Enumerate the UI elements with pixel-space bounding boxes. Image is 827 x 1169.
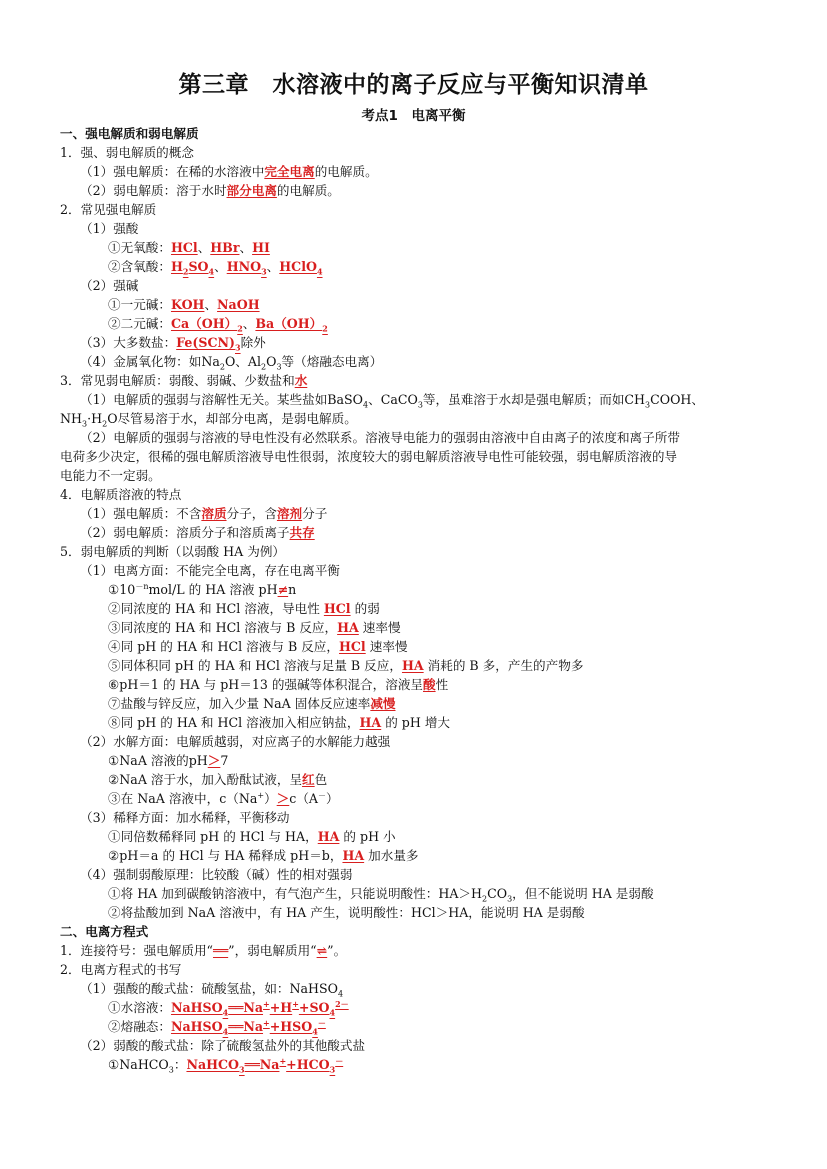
text-line <box>60 884 772 903</box>
answer-text: ⇌ <box>316 943 328 958</box>
answer-text: 2 <box>182 266 189 277</box>
text-line <box>60 580 772 599</box>
line-text: 4 <box>363 400 369 410</box>
text-line <box>60 694 772 713</box>
line-text: ①10 <box>108 582 136 597</box>
line-text: 3．常见弱电解质：弱酸、弱碱、少数盐和 <box>60 373 295 388</box>
line-text: 2 <box>482 894 488 904</box>
answer-text: HA <box>359 715 382 730</box>
line-text: 的电解质。 <box>314 164 378 179</box>
line-text: 3 <box>417 400 423 410</box>
line-text: 等（熔融态电离） <box>281 354 383 369</box>
line-text: （3）稀释方面：加水稀释，平衡移动 <box>80 810 290 825</box>
line-text: ，但不能说明 HA 是弱酸 <box>512 886 654 901</box>
answer-text: HI <box>252 240 270 255</box>
answer-text: 溶剂 <box>276 506 303 521</box>
line-text: （4）金属氧化物：如Na <box>80 354 220 369</box>
line-text: 电荷多少决定，很稀的强电解质溶液导电性很弱，浓度较大的弱电解质溶液导电性可能较强，弱电解质溶液的导 <box>60 449 678 464</box>
answer-text: HA <box>317 829 340 844</box>
line-text: ） <box>264 791 277 806</box>
line-text: （1）强酸的酸式盐：硫酸氢盐，如：NaHSO <box>80 981 338 996</box>
answer-text: 3 <box>261 266 267 277</box>
answer-text: 4 <box>312 1026 318 1037</box>
answer-text: 酸 <box>423 677 436 692</box>
answer-text: HClO <box>279 259 317 274</box>
line-text: 3 <box>645 400 651 410</box>
text-line <box>60 447 772 466</box>
text-line <box>60 618 772 637</box>
line-text: 3 <box>82 419 88 429</box>
line-text: ④同 pH 的 HA 和 HCl 溶液与 B 反应， <box>108 639 339 654</box>
text-line <box>60 504 772 523</box>
text-line <box>60 846 772 865</box>
line-text: 、 <box>214 259 227 274</box>
text-line <box>60 960 772 979</box>
line-text: ①一元碱： <box>108 297 171 312</box>
text-line <box>60 162 772 181</box>
line-text: ： <box>173 1057 187 1072</box>
answer-text: HA <box>337 620 359 635</box>
line-text: ⑤同体积同 pH 的 HA 和 HCl 溶液与足量 B 反应， <box>108 658 402 673</box>
line-text: 4．电解质溶液的特点 <box>60 487 182 502</box>
text-line <box>60 352 772 371</box>
line-text: 性 <box>435 677 449 692</box>
line-text: ①NaHCO <box>108 1057 169 1072</box>
line-text: ⑥pH＝1 的 HA 与 pH＝13 的强碱等体积混合，溶液呈 <box>108 677 424 692</box>
text-line <box>60 751 772 770</box>
line-text: 的电解质。 <box>276 183 340 198</box>
answer-text: 4 <box>329 1007 336 1018</box>
answer-text: 4 <box>208 266 215 277</box>
line-text: ”。 <box>327 943 347 958</box>
line-text: 的 pH 增大 <box>381 715 451 730</box>
line-text: ②pH＝a 的 HCl 与 HA 稀释成 pH＝b， <box>108 848 343 863</box>
answer-text: 部分电离 <box>226 183 277 198</box>
text-line <box>60 200 772 219</box>
line-text: 、 <box>242 316 256 331</box>
answer-text: +SO <box>298 1000 330 1015</box>
text-line <box>60 276 772 295</box>
line-text: 分子 <box>302 506 328 521</box>
line-text: （3）大多数盐： <box>80 335 177 350</box>
text-line <box>60 656 772 675</box>
line-text: COOH、 <box>650 392 704 407</box>
line-text: NH <box>60 411 83 426</box>
text-line <box>60 390 772 409</box>
answer-text: 2 <box>237 323 243 334</box>
line-text: O、Al <box>224 354 262 369</box>
line-text: 2 <box>261 362 267 372</box>
section-heading <box>60 124 772 143</box>
section-heading <box>60 922 772 941</box>
line-text: 消耗的 B 多，产生的产物多 <box>423 658 584 673</box>
answer-text: HCl <box>323 601 351 616</box>
answer-text: + <box>263 998 270 1009</box>
section-subtitle: 考点1 电离平衡 <box>361 108 466 124</box>
line-text: 速率慢 <box>365 639 408 654</box>
answer-text: SO <box>188 259 209 274</box>
answer-text: 4 <box>222 1007 229 1018</box>
answer-text: 4 <box>316 266 323 277</box>
answer-text: ══Na <box>228 1019 264 1034</box>
line-text: 、 <box>197 240 211 255</box>
answer-text: ══Na <box>228 1000 264 1015</box>
text-line <box>60 219 772 238</box>
line-text: （2）弱酸的酸式盐：除了硫酸氢盐外的其他酸式盐 <box>80 1038 366 1053</box>
answer-text: ＞ <box>276 791 290 806</box>
answer-text: 溶质 <box>201 506 227 521</box>
line-text: ·H <box>87 411 103 426</box>
line-text: O尽管易溶于水，却部分电离，是弱电解质。 <box>107 411 357 426</box>
answer-text: 2 <box>322 323 328 334</box>
line-text: 、 <box>204 297 218 312</box>
line-text: 3 <box>507 894 513 904</box>
line-text: （1）强酸 <box>80 221 139 236</box>
text-line <box>60 542 772 561</box>
line-text: ①水溶液： <box>108 1000 171 1015</box>
line-text: ②同浓度的 HA 和 HCl 溶液，导电性 <box>108 601 324 616</box>
line-text: c（A <box>289 791 319 806</box>
line-text: 一、强电解质和弱电解质 <box>60 126 199 141</box>
text-line <box>60 238 772 257</box>
answer-text: HCl <box>339 639 366 654</box>
answer-text: 3 <box>239 1064 245 1075</box>
text-line <box>60 789 772 808</box>
line-text: 3 <box>276 362 282 372</box>
line-text: 速率慢 <box>358 620 401 635</box>
line-text: （1）强电解质：在稀的水溶液中 <box>80 164 265 179</box>
line-text: 2 <box>102 419 108 429</box>
text-line <box>60 675 772 694</box>
text-line <box>60 637 772 656</box>
answer-text: 4 <box>222 1026 229 1037</box>
text-line <box>60 257 772 276</box>
text-line <box>60 333 772 352</box>
answer-text: + <box>263 1017 270 1028</box>
answer-text: ＞ <box>207 753 221 768</box>
line-text: （2）弱电解质：溶质分子和溶质离子 <box>80 525 290 540</box>
line-text: ①无氧酸： <box>108 240 171 255</box>
line-text: + <box>257 790 265 800</box>
line-text: ②熔融态： <box>108 1019 171 1034</box>
line-text: （1）电解质的强弱与溶解性无关。某些盐如BaSO <box>80 392 364 407</box>
answer-text: HA <box>342 848 365 863</box>
text-line <box>60 732 772 751</box>
line-text: mol/L 的 HA 溶液 pH <box>148 582 278 597</box>
answer-text: Fe(SCN) <box>176 335 235 350</box>
text-line <box>60 770 772 789</box>
answer-text: +HSO <box>269 1019 313 1034</box>
text-line <box>60 314 772 333</box>
text-line <box>60 865 772 884</box>
text-line <box>60 941 772 960</box>
line-text: 二、电离方程式 <box>60 924 149 939</box>
text-line <box>60 409 772 428</box>
line-text: CO <box>487 886 508 901</box>
line-text: ②二元碱： <box>108 316 171 331</box>
answer-text: 红 <box>302 772 315 787</box>
answer-text: HCl <box>170 240 198 255</box>
answer-text: HBr <box>210 240 240 255</box>
line-text: ） <box>326 791 339 806</box>
answer-text: NaHSO <box>170 1019 223 1034</box>
line-text: 4 <box>337 989 344 999</box>
line-text: ①将 HA 加到碳酸钠溶液中，有气泡产生，只能说明酸性：HA＞H <box>108 886 482 901</box>
line-text: ②NaA 溶于水，加入酚酞试液，呈 <box>108 772 303 787</box>
text-line <box>60 1055 772 1074</box>
line-text: 2．常见强电解质 <box>60 202 157 217</box>
answer-text: 3 <box>329 1064 336 1075</box>
answer-text: 共存 <box>289 525 315 540</box>
line-text: 分子，含 <box>226 506 277 521</box>
line-text: （1）强电解质：不含 <box>80 506 202 521</box>
answer-text: + <box>292 998 299 1009</box>
line-text: 2 <box>219 362 225 372</box>
answer-text: NaHCO <box>186 1057 240 1072</box>
line-text: 、 <box>239 240 253 255</box>
page-title: 第三章 水溶液中的离子反应与平衡知识清单 <box>178 72 649 98</box>
answer-text: HNO <box>226 259 262 274</box>
text-line <box>60 808 772 827</box>
line-text: 电能力不一定弱。 <box>60 468 161 483</box>
line-text: 、CaCO <box>368 392 418 407</box>
text-line <box>60 903 772 922</box>
line-text: －n <box>135 581 149 591</box>
text-line <box>60 466 772 485</box>
answer-text: NaOH <box>217 297 260 312</box>
answer-text: 2－ <box>335 998 349 1009</box>
line-text: － <box>318 790 327 800</box>
line-text: 1．强、弱电解质的概念 <box>60 145 194 160</box>
line-text: 除外 <box>240 335 266 350</box>
answer-text: － <box>335 1055 344 1066</box>
text-line <box>60 295 772 314</box>
line-text: ①同倍数稀释同 pH 的 HCl 与 HA， <box>108 829 318 844</box>
text-line <box>60 979 772 998</box>
answer-text: 3 <box>234 342 241 353</box>
answer-text: +HCO <box>286 1057 330 1072</box>
text-line <box>60 485 772 504</box>
answer-text: ══Na <box>244 1057 280 1072</box>
line-text: 等，虽难溶于水却是强电解质；而如CH <box>422 392 646 407</box>
answer-text: 水 <box>294 373 308 388</box>
text-line <box>60 523 772 542</box>
answer-text: ══ <box>212 943 229 958</box>
answer-text: + <box>279 1055 287 1066</box>
line-text: （2）强碱 <box>80 278 139 293</box>
text-line <box>60 599 772 618</box>
line-text: 、 <box>266 259 280 274</box>
line-text: ⑦盐酸与锌反应，加入少量 NaA 固体反应速率 <box>108 696 371 711</box>
line-text: ”，弱电解质用“ <box>228 943 317 958</box>
text-line <box>60 998 772 1017</box>
text-line <box>60 1017 772 1036</box>
text-line <box>60 561 772 580</box>
text-line <box>60 428 772 447</box>
line-text: 7 <box>220 753 229 768</box>
line-text: 3 <box>168 1065 174 1075</box>
line-text: ②将盐酸加到 NaA 溶液中，有 HA 产生，说明酸性：HCl＞HA，能说明 HA 是弱酸 <box>108 905 585 920</box>
answer-text: 减慢 <box>370 696 396 711</box>
line-text: 的 pH 小 <box>339 829 396 844</box>
answer-text: H <box>170 259 183 274</box>
document-body <box>60 124 772 1074</box>
line-text: n <box>288 582 297 597</box>
line-text: ③在 NaA 溶液中，c（Na <box>108 791 258 806</box>
line-text: 5．弱电解质的判断（以弱酸 HA 为例） <box>60 544 286 559</box>
answer-text: HA <box>401 658 424 673</box>
line-text: （2）水解方面：电解质越弱，对应离子的水解能力越强 <box>80 734 391 749</box>
line-text: 色 <box>314 772 328 787</box>
text-line <box>60 181 772 200</box>
text-line <box>60 827 772 846</box>
answer-text: Ba（OH） <box>255 316 323 331</box>
line-text: （2）电解质的强弱与溶液的导电性没有必然联系。溶液导电能力的强弱由溶液中自由离子的浓度和离子所带 <box>80 430 680 445</box>
answer-text: +H <box>269 1000 293 1015</box>
text-line <box>60 371 772 390</box>
answer-text: 完全电离 <box>264 164 315 179</box>
line-text: 1．连接符号：强电解质用“ <box>60 943 213 958</box>
answer-text: KOH <box>170 297 205 312</box>
answer-text: ≠ <box>277 582 289 597</box>
line-text: ③同浓度的 HA 和 HCl 溶液与 B 反应， <box>108 620 338 635</box>
answer-text: － <box>317 1017 326 1028</box>
line-text: ⑧同 pH 的 HA 和 HCl 溶液加入相应钠盐， <box>108 715 360 730</box>
answer-text: Ca（OH） <box>170 316 238 331</box>
line-text: （2）弱电解质：溶于水时 <box>80 183 227 198</box>
line-text: 加水量多 <box>364 848 419 863</box>
line-text: ②含氧酸： <box>108 259 171 274</box>
text-line <box>60 713 772 732</box>
line-text: O <box>266 354 277 369</box>
text-line <box>60 1036 772 1055</box>
line-text: （4）强制弱酸原理：比较酸（碱）性的相对强弱 <box>80 867 353 882</box>
line-text: 2．电离方程式的书写 <box>60 962 182 977</box>
line-text: ①NaA 溶液的pH <box>108 753 208 768</box>
line-text: 的弱 <box>350 601 380 616</box>
line-text: （1）电离方面：不能完全电离，存在电离平衡 <box>80 563 340 578</box>
answer-text: NaHSO <box>170 1000 223 1015</box>
text-line <box>60 143 772 162</box>
